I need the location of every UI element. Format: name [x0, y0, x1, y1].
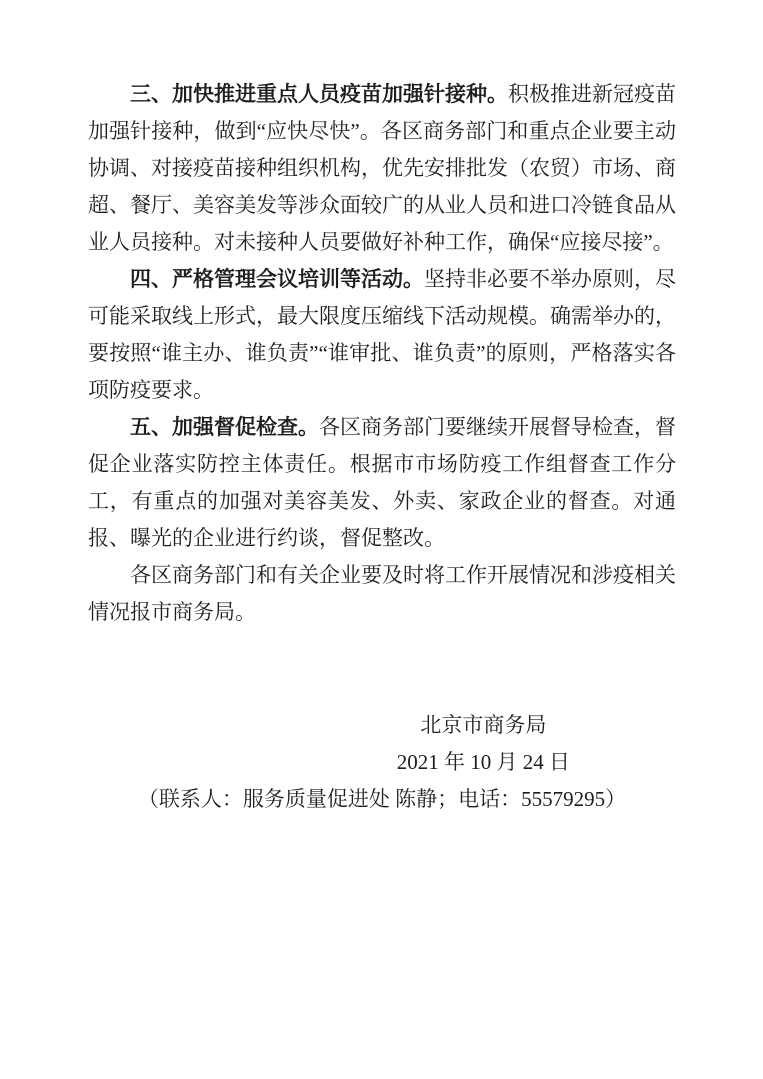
paragraph-reporting — [88, 557, 676, 631]
paragraph-reporting-body: 各区商务部门和有关企业要及时将工作开展情况和涉疫相关情况报市商务局。 — [88, 563, 676, 624]
paragraph-4 — [88, 261, 676, 409]
document-body — [88, 76, 676, 631]
paragraph-5-heading: 五、加强督促检查。 — [130, 415, 319, 439]
paragraph-4-heading: 四、严格管理会议培训等活动。 — [130, 267, 424, 291]
paragraph-4-body: 坚持非必要不举办原则，尽可能采取线上形式，最大限度压缩线下活动规模。确需举办的，要按照“谁主办、谁负责”“谁审批、谁负责”的原则，严格落实各项防疫要求。 — [88, 267, 676, 402]
paragraph-5 — [88, 409, 676, 557]
paragraph-5-body: 各区商务部门要继续开展督导检查，督促企业落实防控主体责任。根据市市场防疫工作组督查工作分工，有重点的加强对美容美发、外卖、家政企业的督查。对通报、曝光的企业进行约谈，督促整改。 — [88, 415, 676, 550]
paragraph-3 — [88, 76, 676, 261]
paragraph-3-heading: 三、加快推进重点人员疫苗加强针接种。 — [130, 82, 508, 106]
issue-date: 2021 年 10 月 24 日 — [396, 750, 570, 774]
signature-block — [397, 707, 570, 781]
contact-info: （联系人：服务质量促进处 陈静；电话：55579295） — [137, 787, 627, 811]
paragraph-3-body: 积极推进新冠疫苗加强针接种，做到“应快尽快”。各区商务部门和重点企业要主动协调、对接疫苗接种组织机构，优先安排批发（农贸）市场、商超、餐厅、美容美发等涉众面较广的从业人员和进口冷链食品从业人员接种。对未接种人员要做好补种工作，确保“应接尽接”。 — [88, 82, 676, 254]
closing-block — [88, 707, 676, 818]
issuing-authority: 北京市商务局 — [420, 713, 547, 737]
